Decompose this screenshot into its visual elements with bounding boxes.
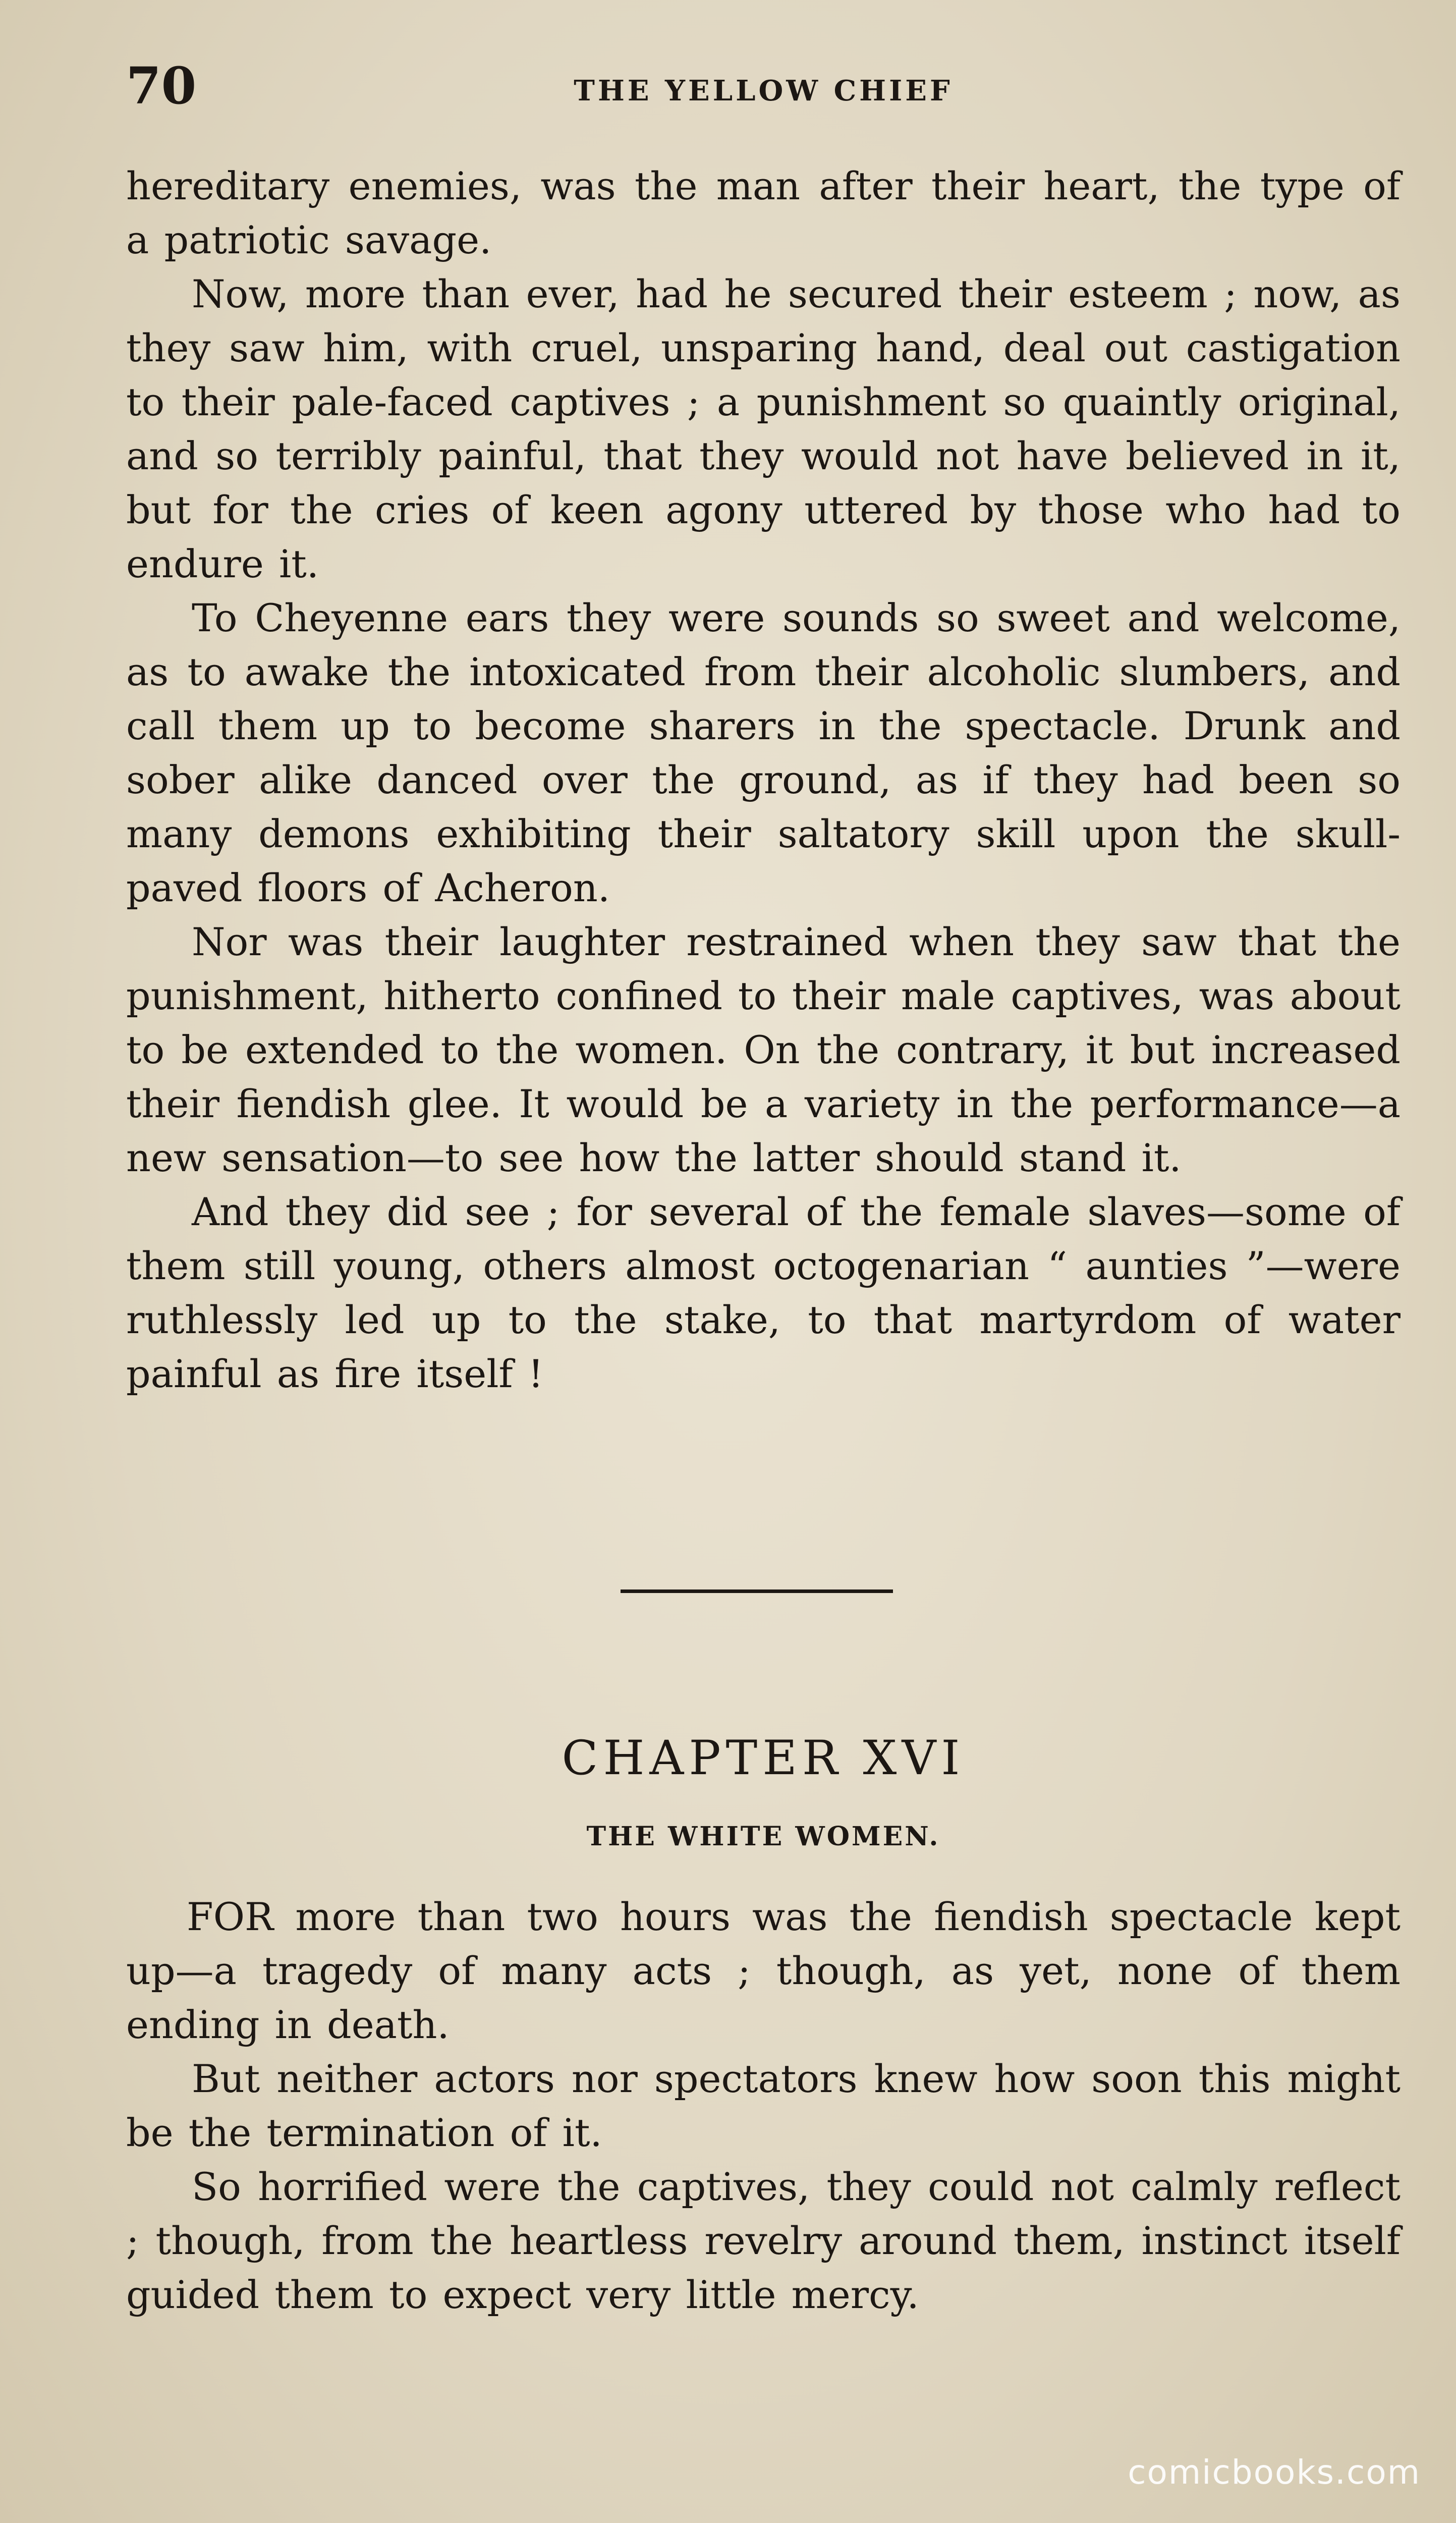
paragraph-3: To Cheyenne ears they were sounds so sweet and welcome, as to awake the intoxicated from their alcoholic slumbers, and call them up to become sharers in the spectacle. Drunk and sober alike danced over the ground, as if they had been so many demons exhibiting their saltatory skill upon the skull-paved floors of Acheron. <box>126 595 1401 910</box>
watermark: comicbooks.com <box>1128 2453 1421 2492</box>
paragraph-2: Now, more than ever, had he secured their esteem ; now, as they saw him, with cruel, unsparing hand, deal out castigation to their pale-faced captives ; a punishment so quaintly original, and so terribly painful, that they would not have believed in it, but for the cries of keen agony uttered by those who had to endure it. <box>126 271 1401 586</box>
body-text <box>126 159 1401 1401</box>
page-number: 70 <box>126 56 197 116</box>
chapter-heading: CHAPTER XVI <box>562 1731 965 1786</box>
section-divider <box>621 1589 893 1593</box>
chapter-paragraph-3: So horrified were the captives, they could not calmly reflect ; though, from the heartless revelry around them, instinct itself guided them to expect very little mercy. <box>126 2164 1401 2317</box>
paragraph-1: hereditary enemies, was the man after their heart, the type of a patriotic savage. <box>126 163 1401 262</box>
running-title: THE YELLOW CHIEF <box>574 74 953 107</box>
chapter-paragraph-1: FOR more than two hours was the fiendish spectacle kept up—a tragedy of many acts ; though, as yet, none of them ending in death. <box>126 1894 1401 2047</box>
page-header <box>126 56 1401 116</box>
chapter-subtitle: THE WHITE WOMEN. <box>586 1821 940 1852</box>
paragraph-4: Nor was their laughter restrained when they saw that the punishment, hitherto confined to their male captives, was about to be extended to the women. On the contrary, it but increased their fiendish glee. It would be a variety in the performance—a new sensation—to see how the latter should stand it. <box>126 919 1401 1180</box>
chapter-text <box>126 1890 1401 2322</box>
paragraph-5: And they did see ; for several of the female slaves—some of them still young, others almost octogenarian “ aunties ”—were ruthlessly led up to the stake, to that martyrdom of water painful as fire itself ! <box>126 1189 1401 1396</box>
chapter-paragraph-2: But neither actors nor spectators knew how soon this might be the termination of it. <box>126 2056 1401 2155</box>
